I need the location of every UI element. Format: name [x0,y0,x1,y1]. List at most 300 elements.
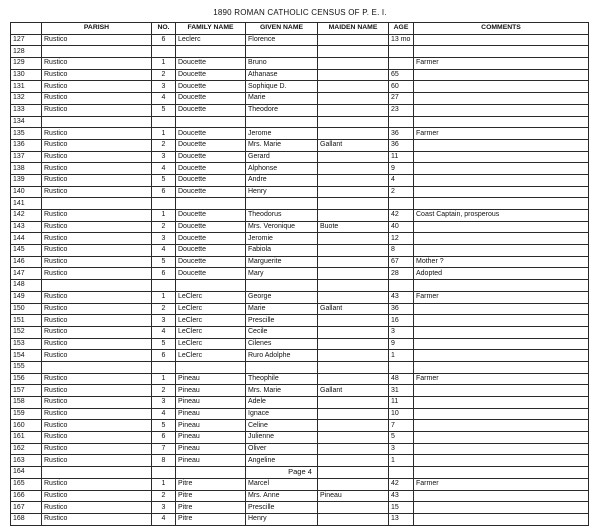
number-cell: 5 [152,174,176,186]
number-cell: 2 [152,385,176,397]
given-name-cell: Jeromie [246,233,318,245]
parish-cell: Rustico [42,513,152,525]
maiden-name-cell [318,210,389,222]
maiden-name-cell [318,443,389,455]
comments-cell [414,502,589,514]
given-name-cell: Marie [246,303,318,315]
family-name-cell [176,280,246,292]
parish-cell: Rustico [42,408,152,420]
parish-cell: Rustico [42,443,152,455]
row-number-cell: 146 [11,256,42,268]
family-name-cell: Doucette [176,210,246,222]
number-cell: 4 [152,93,176,105]
row-number-cell: 139 [11,174,42,186]
parish-cell: Rustico [42,128,152,140]
comments-cell [414,490,589,502]
table-row [11,432,589,444]
maiden-name-cell: Buote [318,221,389,233]
maiden-name-cell [318,81,389,93]
parish-cell: Rustico [42,221,152,233]
number-cell: 3 [152,81,176,93]
comments-cell [414,116,589,128]
row-number-cell: 145 [11,245,42,257]
table-row [11,81,589,93]
number-cell: 6 [152,432,176,444]
comments-cell [414,151,589,163]
number-cell: 5 [152,338,176,350]
number-cell: 3 [152,397,176,409]
table-row [11,233,589,245]
table-row [11,408,589,420]
age-cell: 8 [389,245,414,257]
family-name-cell: LeClerc [176,291,246,303]
parish-cell: Rustico [42,233,152,245]
row-number-cell: 148 [11,280,42,292]
row-number-cell: 158 [11,397,42,409]
number-cell: 5 [152,256,176,268]
family-name-cell: Doucette [176,163,246,175]
maiden-name-cell [318,455,389,467]
maiden-name-cell [318,408,389,420]
family-name-cell: Pineau [176,443,246,455]
page-number: Page 4 [288,467,312,476]
number-cell [152,280,176,292]
comments-cell [414,233,589,245]
parish-cell: Rustico [42,210,152,222]
row-number-cell: 155 [11,361,42,373]
table-row [11,256,589,268]
comments-cell [414,397,589,409]
number-cell: 6 [152,350,176,362]
maiden-name-cell [318,513,389,525]
family-name-cell: Pitre [176,513,246,525]
row-number-cell: 131 [11,81,42,93]
number-cell [152,116,176,128]
document-title: 1890 ROMAN CATHOLIC CENSUS OF P. E. I. [213,8,387,17]
given-name-cell: Andre [246,174,318,186]
comments-cell: Farmer [414,373,589,385]
family-name-cell: Doucette [176,151,246,163]
table-row [11,385,589,397]
parish-cell: Rustico [42,291,152,303]
row-number-cell: 154 [11,350,42,362]
row-number-cell: 144 [11,233,42,245]
age-cell: 13 [389,513,414,525]
maiden-name-cell [318,338,389,350]
row-number-cell: 159 [11,408,42,420]
parish-cell: Rustico [42,455,152,467]
table-body [11,34,589,525]
given-name-cell: Mrs. Marie [246,385,318,397]
number-cell [152,361,176,373]
age-cell: 42 [389,478,414,490]
given-name-cell: Jerome [246,128,318,140]
comments-cell [414,245,589,257]
comments-cell [414,139,589,151]
given-name-cell [246,280,318,292]
age-cell: 5 [389,432,414,444]
given-name-cell: Mrs. Veronique [246,221,318,233]
table-row [11,186,589,198]
row-number-cell: 134 [11,116,42,128]
family-name-cell: Pitre [176,490,246,502]
row-number-header [11,23,42,35]
given-name-cell [246,198,318,210]
given-name-cell: Prescille [246,315,318,327]
parish-cell: Rustico [42,58,152,70]
table-row [11,420,589,432]
table-row [11,338,589,350]
age-cell [389,361,414,373]
table-row [11,315,589,327]
number-cell: 7 [152,443,176,455]
comments-cell [414,104,589,116]
age-cell [389,116,414,128]
number-cell: 6 [152,186,176,198]
number-cell: 2 [152,139,176,151]
age-cell: 12 [389,233,414,245]
given-name-cell: Cecile [246,326,318,338]
number-cell: 3 [152,315,176,327]
maiden-name-cell: Gallant [318,303,389,315]
maiden-name-cell [318,151,389,163]
comments-cell [414,443,589,455]
parish-cell: Rustico [42,326,152,338]
row-number-cell: 127 [11,34,42,46]
number-cell [152,198,176,210]
age-cell: 31 [389,385,414,397]
parish-cell: Rustico [42,93,152,105]
number-cell [152,46,176,58]
family-name-cell: LeClerc [176,303,246,315]
given-name-cell: Theophile [246,373,318,385]
maiden-name-cell [318,502,389,514]
family-name-cell: Doucette [176,245,246,257]
table-row [11,104,589,116]
family-name-cell [176,361,246,373]
given-name-cell: Cilenes [246,338,318,350]
age-cell [389,198,414,210]
family-name-cell: Pineau [176,408,246,420]
parish-cell [42,361,152,373]
number-cell: 2 [152,303,176,315]
table-row [11,373,589,385]
family-name-cell [176,198,246,210]
age-cell: 27 [389,93,414,105]
family-name-cell: Doucette [176,268,246,280]
parish-cell: Rustico [42,139,152,151]
row-number-cell: 166 [11,490,42,502]
given-name-cell: Julienne [246,432,318,444]
given-name-cell: Theodore [246,104,318,116]
table-row [11,513,589,525]
age-cell: 13 mo [389,34,414,46]
age-cell: 3 [389,443,414,455]
age-cell: 11 [389,151,414,163]
parish-cell: Rustico [42,268,152,280]
age-cell: 7 [389,420,414,432]
number-cell: 5 [152,420,176,432]
parish-cell: Rustico [42,373,152,385]
family-name-cell: Doucette [176,128,246,140]
family-name-cell: Pineau [176,385,246,397]
age-cell: 2 [389,186,414,198]
age-cell: 23 [389,104,414,116]
given-name-cell: Celine [246,420,318,432]
comments-cell [414,186,589,198]
number-cell: 6 [152,268,176,280]
given-name-cell: Oliver [246,443,318,455]
row-number-cell: 128 [11,46,42,58]
maiden-name-cell [318,46,389,58]
maiden-name-header: MAIDEN NAME [318,23,389,35]
comments-header: COMMENTS [414,23,589,35]
age-cell: 43 [389,291,414,303]
age-cell: 43 [389,490,414,502]
age-cell: 1 [389,455,414,467]
table-row [11,291,589,303]
row-number-cell: 153 [11,338,42,350]
row-number-cell: 132 [11,93,42,105]
row-number-cell: 150 [11,303,42,315]
maiden-name-cell [318,128,389,140]
age-cell: 65 [389,69,414,81]
given-name-cell: George [246,291,318,303]
row-number-cell: 147 [11,268,42,280]
parish-cell: Rustico [42,69,152,81]
comments-cell [414,46,589,58]
table-row [11,163,589,175]
maiden-name-cell [318,198,389,210]
comments-cell [414,69,589,81]
maiden-name-cell [318,350,389,362]
family-name-cell: Doucette [176,69,246,81]
table-row [11,128,589,140]
parish-cell [42,116,152,128]
age-cell: 15 [389,502,414,514]
table-row [11,280,589,292]
family-name-cell: LeClerc [176,338,246,350]
table-row [11,443,589,455]
comments-cell [414,34,589,46]
parish-cell: Rustico [42,174,152,186]
number-cell: 2 [152,69,176,81]
number-cell: 1 [152,478,176,490]
age-cell: 3 [389,326,414,338]
parish-cell: Rustico [42,186,152,198]
table-row [11,490,589,502]
family-name-cell: Pineau [176,455,246,467]
header-row [11,23,589,35]
age-cell: 67 [389,256,414,268]
age-cell [389,58,414,70]
family-name-cell: Doucette [176,58,246,70]
maiden-name-cell [318,397,389,409]
row-number-cell: 135 [11,128,42,140]
number-cell: 6 [152,34,176,46]
parish-cell: Rustico [42,385,152,397]
row-number-cell: 136 [11,139,42,151]
row-number-cell: 133 [11,104,42,116]
comments-cell [414,326,589,338]
age-cell: 9 [389,163,414,175]
comments-cell [414,198,589,210]
comments-cell [414,420,589,432]
parish-cell: Rustico [42,397,152,409]
number-cell: 8 [152,455,176,467]
maiden-name-cell [318,245,389,257]
age-cell: 42 [389,210,414,222]
comments-cell: Adopted [414,268,589,280]
maiden-name-cell [318,104,389,116]
number-cell: 1 [152,291,176,303]
comments-cell [414,280,589,292]
parish-cell: Rustico [42,151,152,163]
row-number-cell: 161 [11,432,42,444]
table-row [11,397,589,409]
maiden-name-cell [318,174,389,186]
maiden-name-cell [318,93,389,105]
row-number-cell: 163 [11,455,42,467]
parish-cell: Rustico [42,104,152,116]
maiden-name-cell [318,58,389,70]
family-name-cell: Doucette [176,233,246,245]
parish-cell: Rustico [42,350,152,362]
family-name-cell: LeClerc [176,326,246,338]
comments-cell: Coast Captain, prosperous [414,210,589,222]
census-table [10,22,589,526]
number-cell: 5 [152,104,176,116]
age-cell: 36 [389,303,414,315]
age-cell: 10 [389,408,414,420]
family-name-cell: Doucette [176,186,246,198]
comments-cell: Farmer [414,478,589,490]
family-name-cell [176,46,246,58]
maiden-name-cell [318,420,389,432]
age-cell: 36 [389,139,414,151]
given-name-cell: Henry [246,186,318,198]
age-cell: 11 [389,397,414,409]
maiden-name-cell [318,315,389,327]
row-number-cell: 141 [11,198,42,210]
number-cell: 3 [152,502,176,514]
comments-cell: Mother ? [414,256,589,268]
maiden-name-cell [318,186,389,198]
number-cell: 4 [152,245,176,257]
family-name-cell: Leclerc [176,34,246,46]
maiden-name-cell [318,268,389,280]
age-cell: 36 [389,128,414,140]
family-name-cell: Pineau [176,420,246,432]
table-row [11,350,589,362]
family-name-cell: Pitre [176,502,246,514]
family-name-cell: LeClerc [176,315,246,327]
comments-cell: Farmer [414,128,589,140]
maiden-name-cell: Gallant [318,139,389,151]
parish-cell: Rustico [42,34,152,46]
given-name-header: GIVEN NAME [246,23,318,35]
comments-cell [414,513,589,525]
row-number-cell: 157 [11,385,42,397]
table-row [11,93,589,105]
given-name-cell: Bruno [246,58,318,70]
given-name-cell: Mrs. Anne [246,490,318,502]
row-number-cell: 151 [11,315,42,327]
row-number-cell: 143 [11,221,42,233]
maiden-name-cell [318,163,389,175]
row-number-cell: 156 [11,373,42,385]
row-number-cell: 165 [11,478,42,490]
age-cell: 40 [389,221,414,233]
comments-cell: Farmer [414,58,589,70]
family-name-cell: Doucette [176,256,246,268]
number-cell: 1 [152,58,176,70]
table-row [11,455,589,467]
parish-cell: Rustico [42,490,152,502]
family-name-cell: Pineau [176,432,246,444]
parish-cell: Rustico [42,338,152,350]
family-name-cell: Pitre [176,478,246,490]
parish-cell: Rustico [42,303,152,315]
age-cell [389,280,414,292]
parish-cell: Rustico [42,245,152,257]
age-cell: 16 [389,315,414,327]
parish-cell [42,280,152,292]
number-cell: 3 [152,151,176,163]
given-name-cell: Marie [246,93,318,105]
parish-cell: Rustico [42,315,152,327]
comments-cell [414,81,589,93]
table-row [11,361,589,373]
number-cell: 4 [152,163,176,175]
row-number-cell: 162 [11,443,42,455]
number-header: NO. [152,23,176,35]
number-cell: 2 [152,490,176,502]
table-row [11,326,589,338]
given-name-cell: Marcel [246,478,318,490]
parish-cell: Rustico [42,502,152,514]
comments-cell [414,93,589,105]
parish-cell [42,198,152,210]
family-name-cell: Doucette [176,139,246,151]
maiden-name-cell [318,280,389,292]
table-row [11,69,589,81]
table-row [11,221,589,233]
family-name-header: FAMILY NAME [176,23,246,35]
maiden-name-cell [318,326,389,338]
family-name-cell [176,116,246,128]
table-row [11,116,589,128]
age-cell: 4 [389,174,414,186]
row-number-cell: 138 [11,163,42,175]
family-name-cell: Pineau [176,397,246,409]
table-row [11,502,589,514]
table-row [11,139,589,151]
comments-cell [414,338,589,350]
maiden-name-cell [318,478,389,490]
parish-cell: Rustico [42,256,152,268]
comments-cell [414,163,589,175]
given-name-cell: Henry [246,513,318,525]
parish-cell: Rustico [42,81,152,93]
table-row [11,268,589,280]
given-name-cell: Ignace [246,408,318,420]
maiden-name-cell [318,373,389,385]
number-cell: 1 [152,128,176,140]
parish-cell: Rustico [42,163,152,175]
comments-cell [414,385,589,397]
table-row [11,58,589,70]
